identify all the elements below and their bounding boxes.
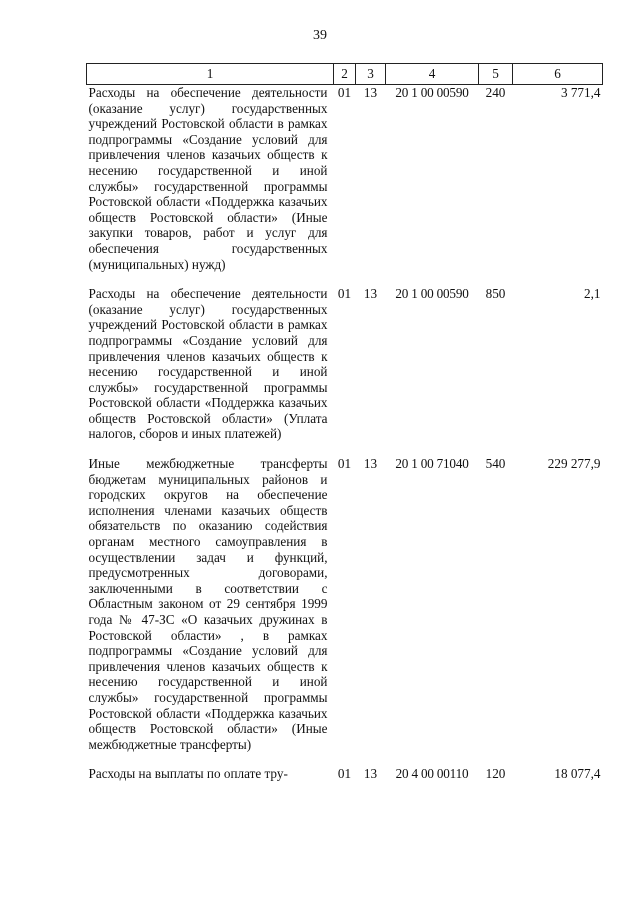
row-target-code: 20 4 00 00110 [395,766,469,782]
row-section-code: 01 [337,456,352,472]
header-col-1: 1 [87,64,334,85]
row-subsection-code: 13 [363,766,378,782]
table-row [87,766,603,796]
page-number: 39 [313,28,327,43]
row-subsection-code: 13 [363,456,378,472]
row-section-code: 01 [337,766,352,782]
row-amount: 18 077,4 [554,766,601,782]
row-target-code: 20 1 00 71040 [395,456,469,472]
row-amount: 229 277,9 [547,456,601,472]
row-subsection-code: 13 [363,286,378,302]
table-header-row [87,64,603,85]
table-row [87,85,603,287]
header-col-4: 4 [386,64,479,85]
row-target-code: 20 1 00 00590 [395,286,469,302]
budget-table [86,63,603,796]
row-amount: 2,1 [584,286,601,302]
row-section-code: 01 [337,85,352,100]
row-expense-type: 120 [485,766,506,782]
row-description: Расходы на выплаты по оплате тру- [88,766,288,782]
row-expense-type: 850 [485,286,506,302]
row-section-code: 01 [337,286,352,302]
table-row [87,286,603,456]
header-col-2: 2 [334,64,356,85]
table-row [87,456,603,766]
header-col-6: 6 [513,64,603,85]
header-col-5: 5 [479,64,513,85]
row-subsection-code: 13 [363,85,378,100]
row-target-code: 20 1 00 00590 [395,85,469,100]
row-amount: 3 771,4 [560,85,601,100]
row-description: Расходы на обеспечение деятельности (оказание услуг) государственных учреждений Ростовской области в рамках подпрограммы «Создание условий для привлечения членов казачьих обществ к несению государственной и иной службы» государственной программы Ростовской области «Поддержка казачьих обществ Ростовской области» (Иные закупки товаров, работ и услуг для обеспечения государственных (муниципальных) нужд) [88,85,328,272]
row-description: Расходы на обеспечение деятельности (оказание услуг) государственных учреждений Ростовской области в рамках подпрограммы «Создание условий для привлечения членов казачьих обществ к несению государственной и иной службы» государственной программы Ростовской области «Поддержка казачьих обществ Ростовской области» (Уплата налогов, сборов и иных платежей) [88,286,328,442]
header-col-3: 3 [356,64,386,85]
row-expense-type: 240 [485,85,506,100]
row-expense-type: 540 [485,456,506,472]
row-description: Иные межбюджетные трансферты бюджетам муниципальных районов и городских округов на обеспечение исполнения членами казачьих обществ обязательств по оказанию содействия органам местного самоуправления в осуществлении задач и функций, предусмотренных договорами, заключенными в соответствии с Областным законом от 29 сентября 1999 года № 47-ЗС «О казачьих дружинах в Ростовской области» , в рамках подпрограммы «Создание условий для привлечения членов казачьих обществ к несению государственной и иной службы» государственной программы Ростовской области «Поддержка казачьих обществ Ростовской области» (Иные межбюджетные трансферты) [88,456,328,752]
